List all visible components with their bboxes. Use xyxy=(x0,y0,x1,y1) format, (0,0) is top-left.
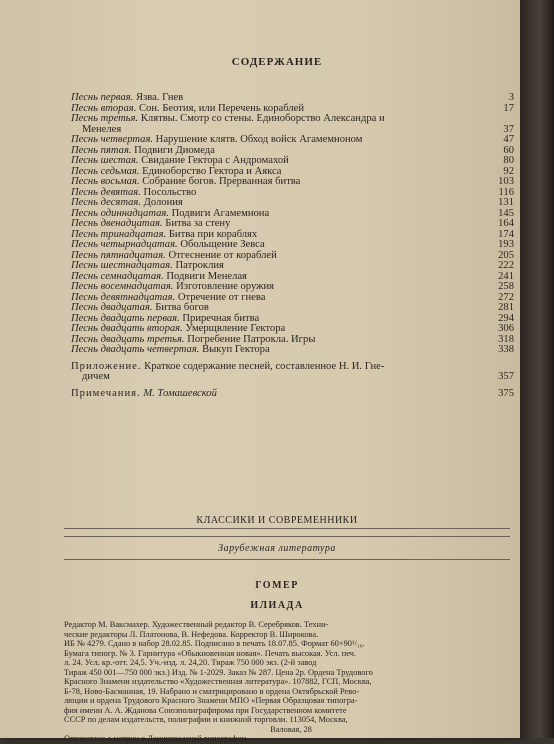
toc-entry-label: Песнь двадцать четвертая. xyxy=(71,344,200,355)
toc-entry-label: Песнь девятнадцатая. xyxy=(71,291,176,303)
toc-entry-page: 164 xyxy=(498,218,514,229)
toc-entry-text: Умерщвление Гектора xyxy=(185,323,286,334)
imprint-line: Бумага типогр. № 3. Гарнитура «Обыкновенная новая». Печать высокая. Усл. печ. xyxy=(64,648,357,658)
appendix-text-cont: дичем xyxy=(82,371,110,382)
toc-entry-page: 92 xyxy=(503,165,514,177)
notes-author: М. Томашевской xyxy=(143,387,217,399)
toc-entry-label: Песнь двадцать первая. xyxy=(71,312,180,324)
toc-entry-text: Патроклия xyxy=(175,260,224,271)
toc-entry-text: Обольщение Зевса xyxy=(180,239,265,250)
toc-entry-page: 272 xyxy=(498,291,514,303)
toc-entry-label: Песнь первая. xyxy=(71,92,134,103)
subseries-rule xyxy=(64,559,510,560)
toc-entry-label: Песнь третья. xyxy=(71,113,139,124)
imprint-line: ческие редакторы Л. Платонова, В. Нефедова. Корректор В. Широкова. xyxy=(64,629,319,639)
notes-page: 375 xyxy=(498,387,514,399)
imprint-line: фия имени А. А. Жданова Союзполиграфпрома при Государственном комитете xyxy=(64,705,347,715)
toc-entry-label: Песнь двадцать третья. xyxy=(71,333,185,345)
imprint-line: Б-78, Ново-Басманная, 19. Набрано и сматрицировано в ордена Октябрьской Рево- xyxy=(64,686,360,696)
toc-entry-page: 131 xyxy=(498,197,514,208)
appendix-text: Краткое содержание песней, составленное Н. И. Гне- xyxy=(144,360,385,372)
toc-entry-text: Менелея xyxy=(82,123,122,135)
toc-entry xyxy=(71,114,514,125)
imprint-line: Красного Знамени издательство «Художественная литература». 107882, ГСП, Москва, xyxy=(64,677,372,686)
toc-entry-page: 174 xyxy=(498,228,514,240)
imprint-line: Валовая, 28 xyxy=(270,724,312,734)
toc-entry-page: 37 xyxy=(503,123,514,135)
notes-label: Примечания. xyxy=(71,387,141,399)
toc-entry-label: Песнь семнадцатая. xyxy=(71,270,164,282)
imprint-line: л. 24. Усл. кр.-отт. 24,5. Уч.-изд. л. 24,20. Тираж 750 000 экз. (2-й завод xyxy=(64,658,317,667)
toc-entry-label: Песнь пятнадцатая. xyxy=(71,249,166,261)
imprint-line: ИБ № 4279. Сдано в набор 28.02.85. Подписано в печать 18.07.85. Формат 60×90¹/₁₆. xyxy=(64,639,365,648)
toc-entry-label: Песнь шестнадцатая. xyxy=(71,260,173,271)
toc-entry-label: Песнь восьмая. xyxy=(71,176,140,187)
book-title: ИЛИАДА xyxy=(250,600,304,611)
toc-entry-page: 294 xyxy=(498,312,514,324)
book-author: ГОМЕР xyxy=(255,580,299,591)
toc-entry-text: Изготовление оружия xyxy=(176,281,274,292)
toc-entry-page: 306 xyxy=(498,323,514,334)
toc-entry-page: 103 xyxy=(498,176,514,187)
toc-entry-text: Клятвы. Смотр со стены. Единоборство Александра и xyxy=(140,113,385,124)
toc-entry-label: Песнь вторая. xyxy=(71,102,137,114)
toc-entry-text: Подвиги Диомеда xyxy=(134,144,215,156)
toc-entry-label: Песнь десятая. xyxy=(71,197,141,208)
toc-notes xyxy=(71,389,514,400)
toc-entry xyxy=(71,345,514,356)
contents-title: СОДЕРЖАНИЕ xyxy=(231,56,323,68)
toc-entry-text: Приречная битва xyxy=(182,312,260,324)
background-edge xyxy=(520,0,554,738)
toc-entry-page: 193 xyxy=(498,239,514,250)
toc-entry-label: Песнь восемнадцатая. xyxy=(71,281,174,292)
toc-entry-text: Погребение Патрокла. Игры xyxy=(187,333,316,345)
toc-appendix xyxy=(71,362,514,373)
toc-entry-text: Язва. Гнев xyxy=(136,92,184,103)
toc-entry-text: Битва за стену xyxy=(165,218,231,229)
toc-entry-page: 116 xyxy=(498,186,514,198)
toc-entry-page: 258 xyxy=(498,281,514,292)
toc-entry-text: Долония xyxy=(143,197,183,208)
series-name: КЛАССИКИ И СОВРЕМЕННИКИ xyxy=(196,515,358,526)
toc-entry-text: Отгеснение от кораблей xyxy=(168,249,277,261)
toc-entry-text: Свидание Гектора с Андромахой xyxy=(141,155,289,166)
toc-entry-page: 47 xyxy=(503,134,514,145)
toc-entry-label: Песнь двадцатая. xyxy=(71,302,153,313)
toc-entry-page: 318 xyxy=(498,333,514,345)
toc-entry-page: 17 xyxy=(503,102,514,114)
toc-entry-page: 241 xyxy=(498,270,514,282)
toc-entry-text: Отречение от гнева xyxy=(177,291,266,303)
toc-entry-page: 80 xyxy=(503,155,514,166)
series-rule-top xyxy=(64,528,510,529)
toc-entry-label: Песнь седьмая. xyxy=(71,165,140,177)
toc-entry-page: 60 xyxy=(503,144,514,156)
toc-appendix-cont xyxy=(71,372,514,383)
imprint-line: Тираж 450 001—750 000 экз.) Изд. № 1-2029. Заказ № 287. Цена 2р. Ордена Трудового xyxy=(64,667,373,677)
imprint-line: люции и ордена Трудового Красного Знамени МПО «Первая Образцовая типогра- xyxy=(64,696,358,705)
toc-entry-text: Битва богов xyxy=(155,302,209,313)
toc-entry-text: Посольство xyxy=(143,186,197,198)
toc-entry-label: Песнь девятая. xyxy=(71,186,141,198)
toc-entry-label: Песнь двенадцатая. xyxy=(71,218,163,229)
toc-entry-page: 145 xyxy=(498,207,514,219)
subseries-name: Зарубежная литература xyxy=(218,543,336,554)
toc-entry-label: Песнь тринадцатая. xyxy=(71,228,167,240)
toc-entry-text: Единоборство Гектора и Аякса xyxy=(142,165,282,177)
toc-entry-page: 3 xyxy=(508,92,514,103)
toc-entry-text: Выкуп Гектора xyxy=(202,344,270,355)
toc-entry-text: Подвиги Агамемнона xyxy=(171,207,270,219)
toc-entry-text: Собрание богов. Прерванная битва xyxy=(142,176,301,187)
imprint-line: Отпечатано с матриц в Ленинградской типографии xyxy=(64,734,247,743)
imprint-line: СССР по делам издательств, полиграфии и книжной торговли. 113054, Москва, xyxy=(64,715,348,724)
table-of-contents xyxy=(71,93,514,399)
toc-entry-label: Песнь четырнадцатая. xyxy=(71,239,178,250)
toc-entry-label: Песнь одиннадцатая. xyxy=(71,207,169,219)
toc-entry-label: Песнь четвертая. xyxy=(71,134,154,145)
toc-entry-label: Песнь двадцать вторая. xyxy=(71,323,183,334)
toc-entry-text: Подвиги Менелая xyxy=(166,270,247,282)
toc-entry-page: 222 xyxy=(498,260,514,271)
toc-entry-text: Битва при кораблях xyxy=(168,228,258,240)
toc-entry-label: Песнь пятая. xyxy=(71,144,132,156)
toc-entry-text: Сон. Беотия, или Перечень кораблей xyxy=(139,102,304,114)
imprint-block xyxy=(64,620,518,744)
toc-entry-page: 281 xyxy=(498,302,514,313)
imprint-line: Редактор М. Вакcмахер. Художественный редактор В. Серебряков. Техни- xyxy=(64,620,329,629)
appendix-page: 357 xyxy=(498,371,514,382)
series-rule-bottom xyxy=(64,536,510,537)
toc-entry-text: Нарушение клятв. Обход войск Агамемноном xyxy=(155,134,363,145)
toc-entry-page: 205 xyxy=(498,249,514,261)
appendix-label: Приложение. xyxy=(71,360,142,372)
toc-entry-page: 338 xyxy=(498,344,514,355)
toc-entry-label: Песнь шестая. xyxy=(71,155,139,166)
